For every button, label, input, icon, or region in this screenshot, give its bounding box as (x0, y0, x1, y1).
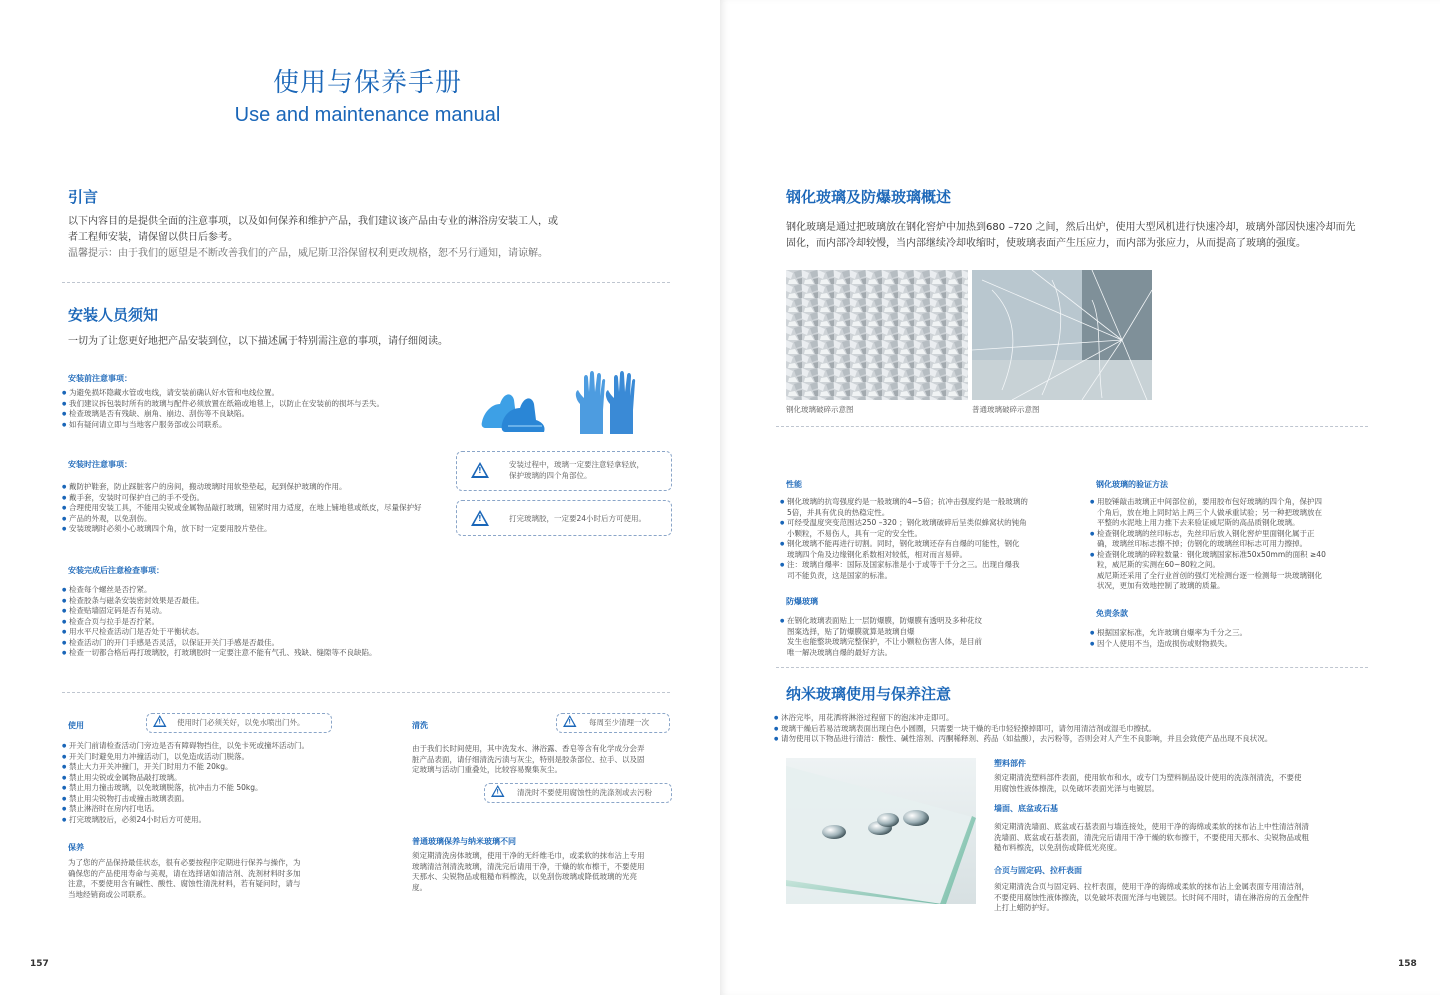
warning-icon: ! (153, 715, 167, 727)
list-item: ● 检查每个螺丝是否拧紧。 (62, 585, 482, 596)
before-title: 安装前注意事项： (68, 374, 132, 383)
list-item-text: 钢化玻璃的抗弯强度约是一般玻璃的4~5倍；抗冲击强度约是一般玻璃的 (787, 497, 1028, 506)
warning-icon: ! (563, 715, 577, 727)
nano-glass-photo (786, 758, 976, 904)
hinge-text (994, 882, 1374, 914)
list-item: ● 检查贴墙固定码是否有晃动。 (62, 606, 482, 617)
list-item: ● 根据国家标准，允许玻璃自爆率为千分之三。 (1090, 628, 1380, 639)
usage-title: 使用 (68, 721, 84, 730)
plastic-line: 用腐蚀性液体擦洗，以免破坏表面光泽与电镀层。 (994, 783, 1159, 793)
cleaning-line: 由于我们长时间使用，其中洗发水、淋浴露、香皂等含有化学成分会弄 (412, 744, 645, 753)
list-item: ● 打完玻璃胶后，必须24小时后方可使用。 (62, 815, 382, 826)
photo-caption: 普通玻璃破碎示意图 (972, 405, 1040, 414)
shoe-cover-icon (478, 382, 550, 436)
nano-list (774, 713, 1394, 745)
tempered-text (786, 220, 1386, 252)
ordinary-glass-photo (972, 270, 1152, 400)
notice-close-door (146, 713, 332, 733)
list-item-text: 司不能负责，这是国家的标准。 (787, 570, 892, 580)
care-line: 当地经销商或公司联系。 (68, 889, 151, 899)
nano-title: 纳米玻璃使用与保养注意 (786, 685, 952, 703)
list-item: ● 戴手套，安装时可保护自己的手不受伤。 (62, 493, 452, 504)
list-item-text: 5倍，并具有优良的热稳定性。 (787, 507, 890, 517)
list-item: ● 检查玻璃是否有残缺、崩角、崩边、刮伤等不良缺陷。 (62, 409, 462, 420)
after-list (62, 585, 482, 659)
explosion-proof-list (780, 616, 1070, 658)
divider (776, 667, 1368, 668)
warning-icon: ! (471, 462, 489, 478)
glove-icon (572, 370, 642, 436)
list-item: ● 开关门前请检查活动门旁边是否有障碍物挡住，以免卡死或撞坏活动门。 (62, 741, 382, 752)
verify-title: 钢化玻璃的验证方法 (1096, 480, 1168, 489)
list-item-text: 小颗粒，不易伤人，具有一定的安全性。 (787, 528, 922, 538)
list-item: ● 禁止用力撞击玻璃，以免玻璃脱落，抗冲击力不能 50kg。 (62, 783, 382, 794)
during-title: 安装时注意事项： (68, 460, 132, 469)
glass-care-line: 度。 (412, 882, 427, 892)
plastic-title: 塑料部件 (994, 759, 1026, 768)
notice-glue (456, 500, 672, 536)
list-item (1090, 529, 1380, 550)
before-list (62, 388, 462, 430)
list-item-text: 在钢化玻璃表面贴上一层防爆膜，防爆膜有透明及多种花纹 (787, 616, 982, 625)
list-item-text: 个角后，放在地上同时站上两三个人做承重试验；另一种把玻璃放在 (1097, 507, 1322, 517)
cleaning-line: 定玻璃与活动门重叠处，比较容易聚集灰尘。 (412, 765, 562, 774)
list-item: ● 请勿使用以下物品进行清洁：酸性、碱性溶剂、丙酮稀释剂、药品（如盐酸），去污粉等，否则会对人产生不良影响，并且会致使产品出现不良状况。 (774, 734, 1394, 745)
warning-icon: ! (471, 510, 489, 526)
wall-text (994, 822, 1374, 854)
cleaning-text (412, 744, 677, 776)
performance-list (780, 497, 1070, 581)
list-item (1090, 497, 1380, 529)
list-item: ● 因个人使用不当，造成损伤或财物损失。 (1090, 639, 1380, 650)
glass-care-title: 普通玻璃保养与纳米玻璃不同 (412, 837, 516, 846)
cleaning-line: 脏产品表面，请仔细清洗污渍与灰尘，特别是胶条部位、拉手、以及固 (412, 754, 645, 764)
list-item: ● 我们建议拆包装时所有的玻璃与配件必须放置在纸箱或地毯上，以防止在安装前的损坏与丢失。 (62, 399, 462, 410)
list-item: ● 安装玻璃时必须小心玻璃四个角，放下时一定要用胶片垫住。 (62, 524, 452, 535)
list-item: ● 为避免损坏隐藏水管或电线，请安装前确认好水管和电线位置。 (62, 388, 462, 399)
list-item-text: 可经受温度突变范围达250 –320 ；钢化玻璃破碎后呈类似蜂窝状的钝角 (787, 518, 1027, 527)
list-item-text: 图案选择，贴了防爆膜就算是玻璃自爆 (787, 626, 915, 636)
intro-title: 引言 (68, 188, 99, 206)
glass-care-line: 玻璃清洁剂清洗玻璃，清洗完后请用干净，干燥的软布檫干，不要使用 (412, 861, 645, 871)
list-item (780, 539, 1070, 560)
list-item-text: 检查钢化玻璃的碎粒数量：钢化玻璃国家标准50x50mm的面积 ≥40 (1097, 549, 1326, 559)
list-item: ● 禁止大力开关冲撞门，开关门时用力不能 20kg。 (62, 762, 382, 773)
notice-text: 安装过程中，玻璃一定要注意轻拿轻放， (509, 460, 644, 469)
list-item: ● 戴防护鞋套，防止踩脏客户的房间，搬动玻璃时用软垫垫起，起到保护玻璃的作用。 (62, 482, 452, 493)
list-item (1090, 550, 1380, 592)
right-page (720, 0, 1440, 995)
list-item-text: 粒，威尼斯的实测在60~80粒之间。 (1097, 560, 1220, 569)
divider (62, 282, 670, 283)
tempered-line: 固化，而内部冷却较慢，当内部继续冷却收缩时，使玻璃表面产生压应力，而内部为张应力，从而提高了玻璃的强度。 (786, 238, 1306, 249)
page-number: 157 (30, 959, 49, 969)
glass-care-text (412, 851, 677, 893)
during-list (62, 482, 452, 535)
exemption-list (1090, 628, 1380, 649)
after-title: 安装完成后注意检查事项： (68, 566, 164, 575)
care-line: 确保您的产品使用寿命与美观，请在选择诸如清洁剂、洗剂材料时多加 (68, 868, 301, 878)
list-item: ● 检查活动门的开门手感是否灵活，以保证开关门手感是否最佳。 (62, 638, 482, 649)
list-item-text: 玻璃四个角及边缘钢化系数相对较低，相对而言易碎。 (787, 549, 967, 559)
list-item-text: 威尼斯还采用了全行业首创的强灯光检测台逐一检测每一块玻璃钢化 (1097, 570, 1322, 580)
list-item (780, 616, 1070, 658)
wall-title: 墙面、底盆或石基 (994, 804, 1058, 813)
installer-lead: 一切为了让您更好地把产品安装到位，以下描述属于特别需注意的事项，请仔细阅读。 (68, 336, 448, 347)
care-title: 保养 (68, 843, 84, 852)
intro-line: 以下内容目的是提供全面的注意事项，以及如何保养和维护产品，我们建议该产品由专业的淋浴房安装工人，或 (68, 216, 558, 227)
list-item: ● 沐浴完毕，用花洒将淋浴过程留下的泡沫冲走即可。 (774, 713, 1394, 724)
plastic-line: 须定期清洗塑料部件表面，使用软布和水，或专门为塑料制品设计使用的洗涤剂清洗，不要使 (994, 773, 1302, 782)
list-item-text: 确，玻璃丝印标志擦不掉；仿钢化的玻璃丝印标志可用力擦掉。 (1097, 539, 1307, 548)
verify-list (1090, 497, 1380, 592)
list-item: ● 检查一切都合格后再打玻璃胶，打玻璃胶时一定要注意不能有气孔、残缺、缝隙等不良缺陷。 (62, 648, 482, 659)
notice-no-corrosive (484, 783, 672, 803)
exemption-title: 免责条款 (1096, 609, 1128, 618)
list-item (62, 514, 452, 525)
list-item: ● 开关门时避免用力冲撞活动门，以免造成活动门脱落。 (62, 752, 382, 763)
list-item-text: 唯一解决玻璃自爆的最好方法。 (787, 647, 892, 657)
notice-weekly (556, 713, 670, 733)
list-item (780, 560, 1070, 581)
hinge-line: 上打上蜡防护好。 (994, 903, 1054, 912)
tempered-line: 钢化玻璃是通过把玻璃放在钢化窖炉中加热到680 –720 之间，然后出炉，使用大型风机进行快速冷却，玻璃外部因快速冷却而先 (786, 222, 1356, 233)
list-item-text: 平整的水泥地上用力推下去来验证威尼斯的高品质钢化玻璃。 (1097, 518, 1300, 527)
intro-note: 温馨提示：由于我们的愿望是不断改善我们的产品，威尼斯卫浴保留权利更改规格，恕不另行通知，请谅解。 (68, 248, 548, 259)
wall-line: 须定期清洗墙面、底盆或石基表面与墙连接处，使用干净的海绵或柔软的抹布沾上中性清洁剂清 (994, 822, 1309, 831)
list-item: ● 检查合页与拉手是否拧紧。 (62, 617, 482, 628)
care-text (68, 858, 348, 900)
cleaning-title: 清洗 (412, 721, 428, 730)
glass-care-line: 天那水、尖锐物品或粗糙布料檫洗，以免刮伤玻璃或降低玻璃的光亮 (412, 872, 637, 881)
list-item-text: 检查钢化玻璃的丝印标志，先丝印后放入钢化窖炉里面钢化属于正 (1097, 528, 1315, 538)
glass-care-line: 须定期清洗房体玻璃，使用干净的无纤维毛巾，或柔软的抹布沾上专用 (412, 851, 645, 860)
notice-text: 每周至少清理一次 (589, 718, 649, 727)
hinge-title: 合页与固定码、拉杆表面 (994, 866, 1082, 875)
list-item (780, 497, 1070, 518)
list-item: ● 玻璃干燥后若易洁玻璃表面出现白色小圆圈，只需要一块干燥的毛巾轻轻撩掉即可，请勿用清洁剂或湿毛巾擦拭。 (774, 724, 1394, 735)
notice-text: 使用时门必须关好，以免水喷出门外。 (177, 718, 305, 727)
intro-text (68, 214, 668, 262)
installer-title: 安装人员须知 (68, 306, 159, 324)
wall-line: 洗墙面、底盆或石基表面，清洗完后请用干净干燥的软布擦干，不要使用天那水、尖锐物品或粗 (994, 832, 1309, 842)
list-item-text: 用胶锤敲击玻璃正中间部位前，要用胶布包好玻璃的四个角，保护四 (1097, 497, 1322, 506)
photo-caption: 钢化玻璃破碎示意图 (786, 405, 854, 414)
notice-text: 清洗时不要使用腐蚀性的洗涤剂或去污粉 (517, 788, 652, 797)
warning-icon: ! (491, 785, 505, 797)
intro-line: 者工程师安装，请保留以供日后参考。 (68, 232, 238, 243)
list-item (780, 518, 1070, 539)
divider (62, 692, 670, 693)
list-item-text: 产品的外观，以免刮伤。 (69, 513, 152, 523)
list-item-text: 钢化玻璃不能再进行切割。同时，钢化玻璃还存有自爆的可能性，钢化 (787, 539, 1020, 548)
page-number: 158 (1398, 959, 1417, 969)
page-subtitle: Use and maintenance manual (234, 104, 501, 126)
tempered-title: 钢化玻璃及防爆玻璃概述 (786, 188, 952, 206)
list-item: ● 合理使用安装工具，不能用尖锐或金属物品敲打玻璃，钮紧时用力适度，在地上铺地毯或纸皮，尽量保护好 (62, 503, 452, 514)
list-item: ● 禁止用尖锐物打击或撞击玻璃表面。 (62, 794, 382, 805)
wall-line: 糙布料檫洗，以免刮伤或降低光亮度。 (994, 843, 1122, 852)
divider (776, 426, 1368, 427)
tempered-glass-photo (786, 270, 968, 400)
explosion-proof-title: 防爆玻璃 (786, 597, 818, 606)
page-title: 使用与保养手册 (272, 68, 462, 98)
list-item: ● 用水平尺检查活动门是否处于平衡状态。 (62, 627, 482, 638)
list-item: ● 如有疑问请立即与当地客户服务部或公司联系。 (62, 420, 462, 431)
list-item-text: 发生也能整块玻璃完整保护，不让小颗粒伤害人体，是目前 (787, 637, 982, 646)
usage-list (62, 741, 382, 825)
notice-handle-glass (456, 451, 672, 491)
plastic-text (994, 773, 1374, 794)
hinge-line: 不要使用腐蚀性液体擦洗，以免破坏表面光泽与电镀层。长时间不用时，请在淋浴房的五金配件 (994, 892, 1309, 902)
list-item-text: 注：玻璃自爆率：国际及国家标准是小于或等于千分之三。出现自爆我 (787, 560, 1020, 569)
notice-text: 打完玻璃胶，一定要24小时后方可使用。 (509, 514, 647, 523)
care-line: 为了您的产品保持最佳状态，很有必要按程序定期进行保养与操作，为 (68, 858, 301, 867)
list-item-text: 状况，更加有效地控制了玻璃的质量。 (1097, 581, 1225, 590)
notice-text: 保护玻璃的四个角部位。 (509, 470, 592, 480)
performance-title: 性能 (786, 480, 802, 489)
list-item: ● 禁止淋浴时在房内打电话。 (62, 804, 382, 815)
hinge-line: 须定期清洗合页与固定码、拉杆表面，使用干净的海绵或柔软的抹布沾上金属表面专用清洁剂， (994, 882, 1309, 891)
list-item: ● 禁止用尖锐或金属物品敲打玻璃。 (62, 773, 382, 784)
list-item: ● 检查胶条与磁条安装密封效果是否最佳。 (62, 596, 482, 607)
care-line: 注意，不要使用含有碱性、酸性、腐蚀性清洗材料，若有疑问时，请与 (68, 879, 301, 888)
